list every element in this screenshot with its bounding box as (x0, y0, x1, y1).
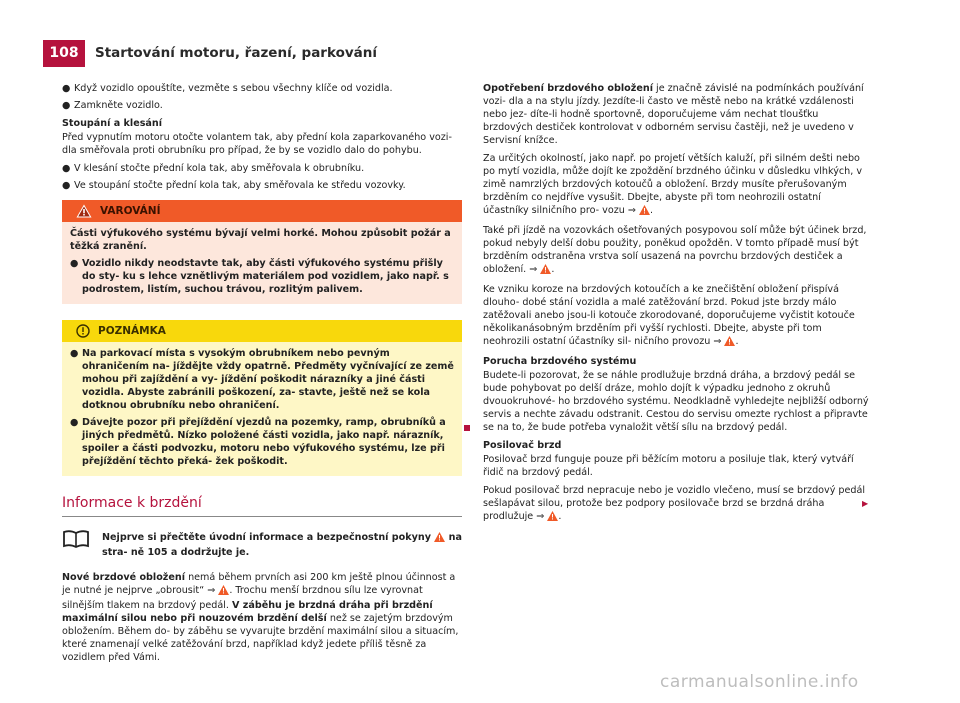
note-bullet: ● Dávejte pozor při přejíždění vjezdů na pozemky, ramp, obrubníků a jiných předmětů. Nízko položené části vozidla, jako např. nárazník, spoiler a části podvozku, motoru nebo výfukového systému, lze při přejíždění těchto překá- žek poškodit. (70, 417, 446, 467)
warning-triangle-icon (540, 264, 551, 278)
new-pads-text: Nové brzdové obložení nemá během prvních asi 200 km ještě plnou účinnost a je nutné je nejprve „obrousit“ ⇒ . Trochu menší brzdnou sílu lze vyrovnat silnějším tlakem na brzdový pedál. V záběhu je brzdná dráha při brzdění maximální silou nebo při nouzovém brzdění delší než se zajetým brzdovým obložením. Během do- by záběhu se vyvarujte brzdění maximální silou a situacím, které znamenají velké zatěžování brzd, například když jedete příliš těsně za vozidlem před Vámi. (62, 572, 459, 663)
salt-text: Také při jízdě na vozovkách ošetřovaných posypovou solí může být účinek brzd, pokud nebyly delší dobu použity, poněkud opožděn. V tomto případě musí být brzděním odstraněna vrstva solí usazená na povrchu brzdových destiček a obložení. ⇒ . (483, 224, 869, 278)
warning-title: VAROVÁNÍ (100, 205, 161, 217)
page-number: 108 (43, 40, 85, 67)
left-column (62, 82, 462, 669)
note-header (62, 320, 462, 342)
open-book-icon (62, 529, 102, 553)
warning-triangle-icon (218, 585, 229, 599)
warning-triangle-icon (724, 336, 735, 350)
warning-body (62, 222, 462, 304)
slope-heading: Stoupání a klesání (62, 118, 163, 129)
note-bullet: ● Na parkovací místa s vysokým obrubníkem nebo pevným ohraničením na- jíždějte vždy opatrně. Předměty vyčnívající ze země mohou při zajíždění a vy- jíždění poškodit nárazníky a jiné části vozidla. Abyste zabránili poškození, za- stavte, ještě než se kola dotknou obrubníku nebo ohraničení. (70, 348, 454, 411)
continue-arrow-icon: ▶ (862, 499, 869, 508)
reference-note (62, 529, 462, 559)
booster-text-2: Pokud posilovač brzd nepracuje nebo je vozidlo vlečeno, musí se brzdový pedál sešlapávat silou, protože bez podpory posilovače brzd se brzdná dráha prodlužuje ⇒ . (483, 484, 869, 525)
chapter-title: Startování motoru, řazení, parkování (95, 45, 378, 61)
list-item: ● Zamkněte vozidlo. (62, 100, 163, 111)
watermark: carmanualsonline.info (660, 672, 859, 692)
booster-heading: Posilovač brzd (483, 440, 562, 451)
section-title: Informace k brzdění (62, 494, 462, 517)
right-column (483, 82, 869, 530)
fault-heading: Porucha brzdového systému (483, 356, 637, 367)
note-title: POZNÁMKA (98, 325, 166, 337)
reference-text: Nejprve si přečtěte úvodní informace a bezpečnostní pokyny na stra- ně 105 a dodržujte je. (102, 532, 462, 558)
list-item: ● Ve stoupání stočte přední kola tak, aby směřovala ke středu vozovky. (62, 180, 406, 191)
warning-triangle-icon (434, 532, 445, 546)
warning-bullet: ● Vozidlo nikdy neodstavte tak, aby části výfukového systému přišly do sty- ku s lehce vznětlivým materiálem pod vozidlem, jako např. s podrostem, listím, suchou trávou, rozlitým palivem. (70, 258, 449, 295)
booster-text: Posilovač brzd funguje pouze při běžícím motoru a posiluje tlak, který vytváří řidič na brzdový pedál. (483, 454, 854, 478)
fault-text: Budete-li pozorovat, že se náhle prodlužuje brzdná dráha, a brzdový pedál se bude pohybovat po delší dráze, mohlo dojít k výpadku jednoho z okruhů dvouokruhové- ho brzdového systému. Neodkladně vyhledejte nejbližší odborný servis a nechte závadu odstranit. Cestou do servisu omezte rychlost a připravte se na to, že bude potřeba vynaložit větší sílu na brzdový pedál. (483, 370, 869, 433)
warning-text: Části výfukového systému bývají velmi horké. Mohou způsobit požár a těžká zranění. (70, 228, 451, 252)
warning-triangle-icon (639, 205, 650, 219)
warning-triangle-icon (76, 204, 92, 218)
exclamation-circle-icon (76, 324, 90, 338)
warning-box (62, 200, 462, 304)
slope-list (62, 162, 462, 192)
wear-text: Opotřebení brzdového obložení je značně závislé na podmínkách používání vozi- dla a na stylu jízdy. Jezdíte-li často ve městě nebo na krátké vzdálenosti nebo jez- díte-li hodně sportovně, doporučujeme vám nechat tloušťku brzdových destiček kontrolovat v odborném servisu častěji, než je uvedeno v Servisní knížce. (483, 83, 864, 146)
bullet-list (62, 82, 462, 112)
slope-text: Před vypnutím motoru otočte volantem tak, aby přední kola zaparkovaného vozi- dla směřovala proti obrubníku pro případ, že by se vozidlo dalo do pohybu. (62, 132, 452, 156)
list-item: ● V klesání stočte přední kola tak, aby směřovala k obrubníku. (62, 163, 365, 174)
note-body (62, 342, 462, 476)
section-end-marker (464, 425, 470, 431)
warning-header (62, 200, 462, 222)
corrosion-text: Ke vzniku koroze na brzdových kotoučích a ke znečištění obložení přispívá dlouho- dobé stání vozidla a malé zatěžování brzd. Pokud jste brzdy málo zatěžovali anebo jsou-li kotouče zkorodované, doporučujeme vyčistit kotouče několikanásobným brzděním při vyšší rychlosti. Dbejte, abyste při tom neohrozili ostatní účastníky sil- ničního provozu ⇒ . (483, 283, 869, 350)
warning-triangle-icon (547, 511, 558, 525)
note-box (62, 320, 462, 476)
list-item: ● Když vozidlo opouštíte, vezměte s sebou všechny klíče od vozidla. (62, 83, 393, 94)
wet-text: Za určitých okolností, jako např. po projetí větších kaluží, při silném dešti nebo po mytí vozidla, může dojít ke zpoždění brzdného účinku v důsledku vlhkých, v zimě namrzlých brzdových kotoučů a obložení. Brzdy musíte přerušovaným brzděním co nejdříve vysušit. Dbejte, abyste při tom neohrozili ostatní účastníky silničního pro- vozu ⇒ . (483, 152, 869, 219)
